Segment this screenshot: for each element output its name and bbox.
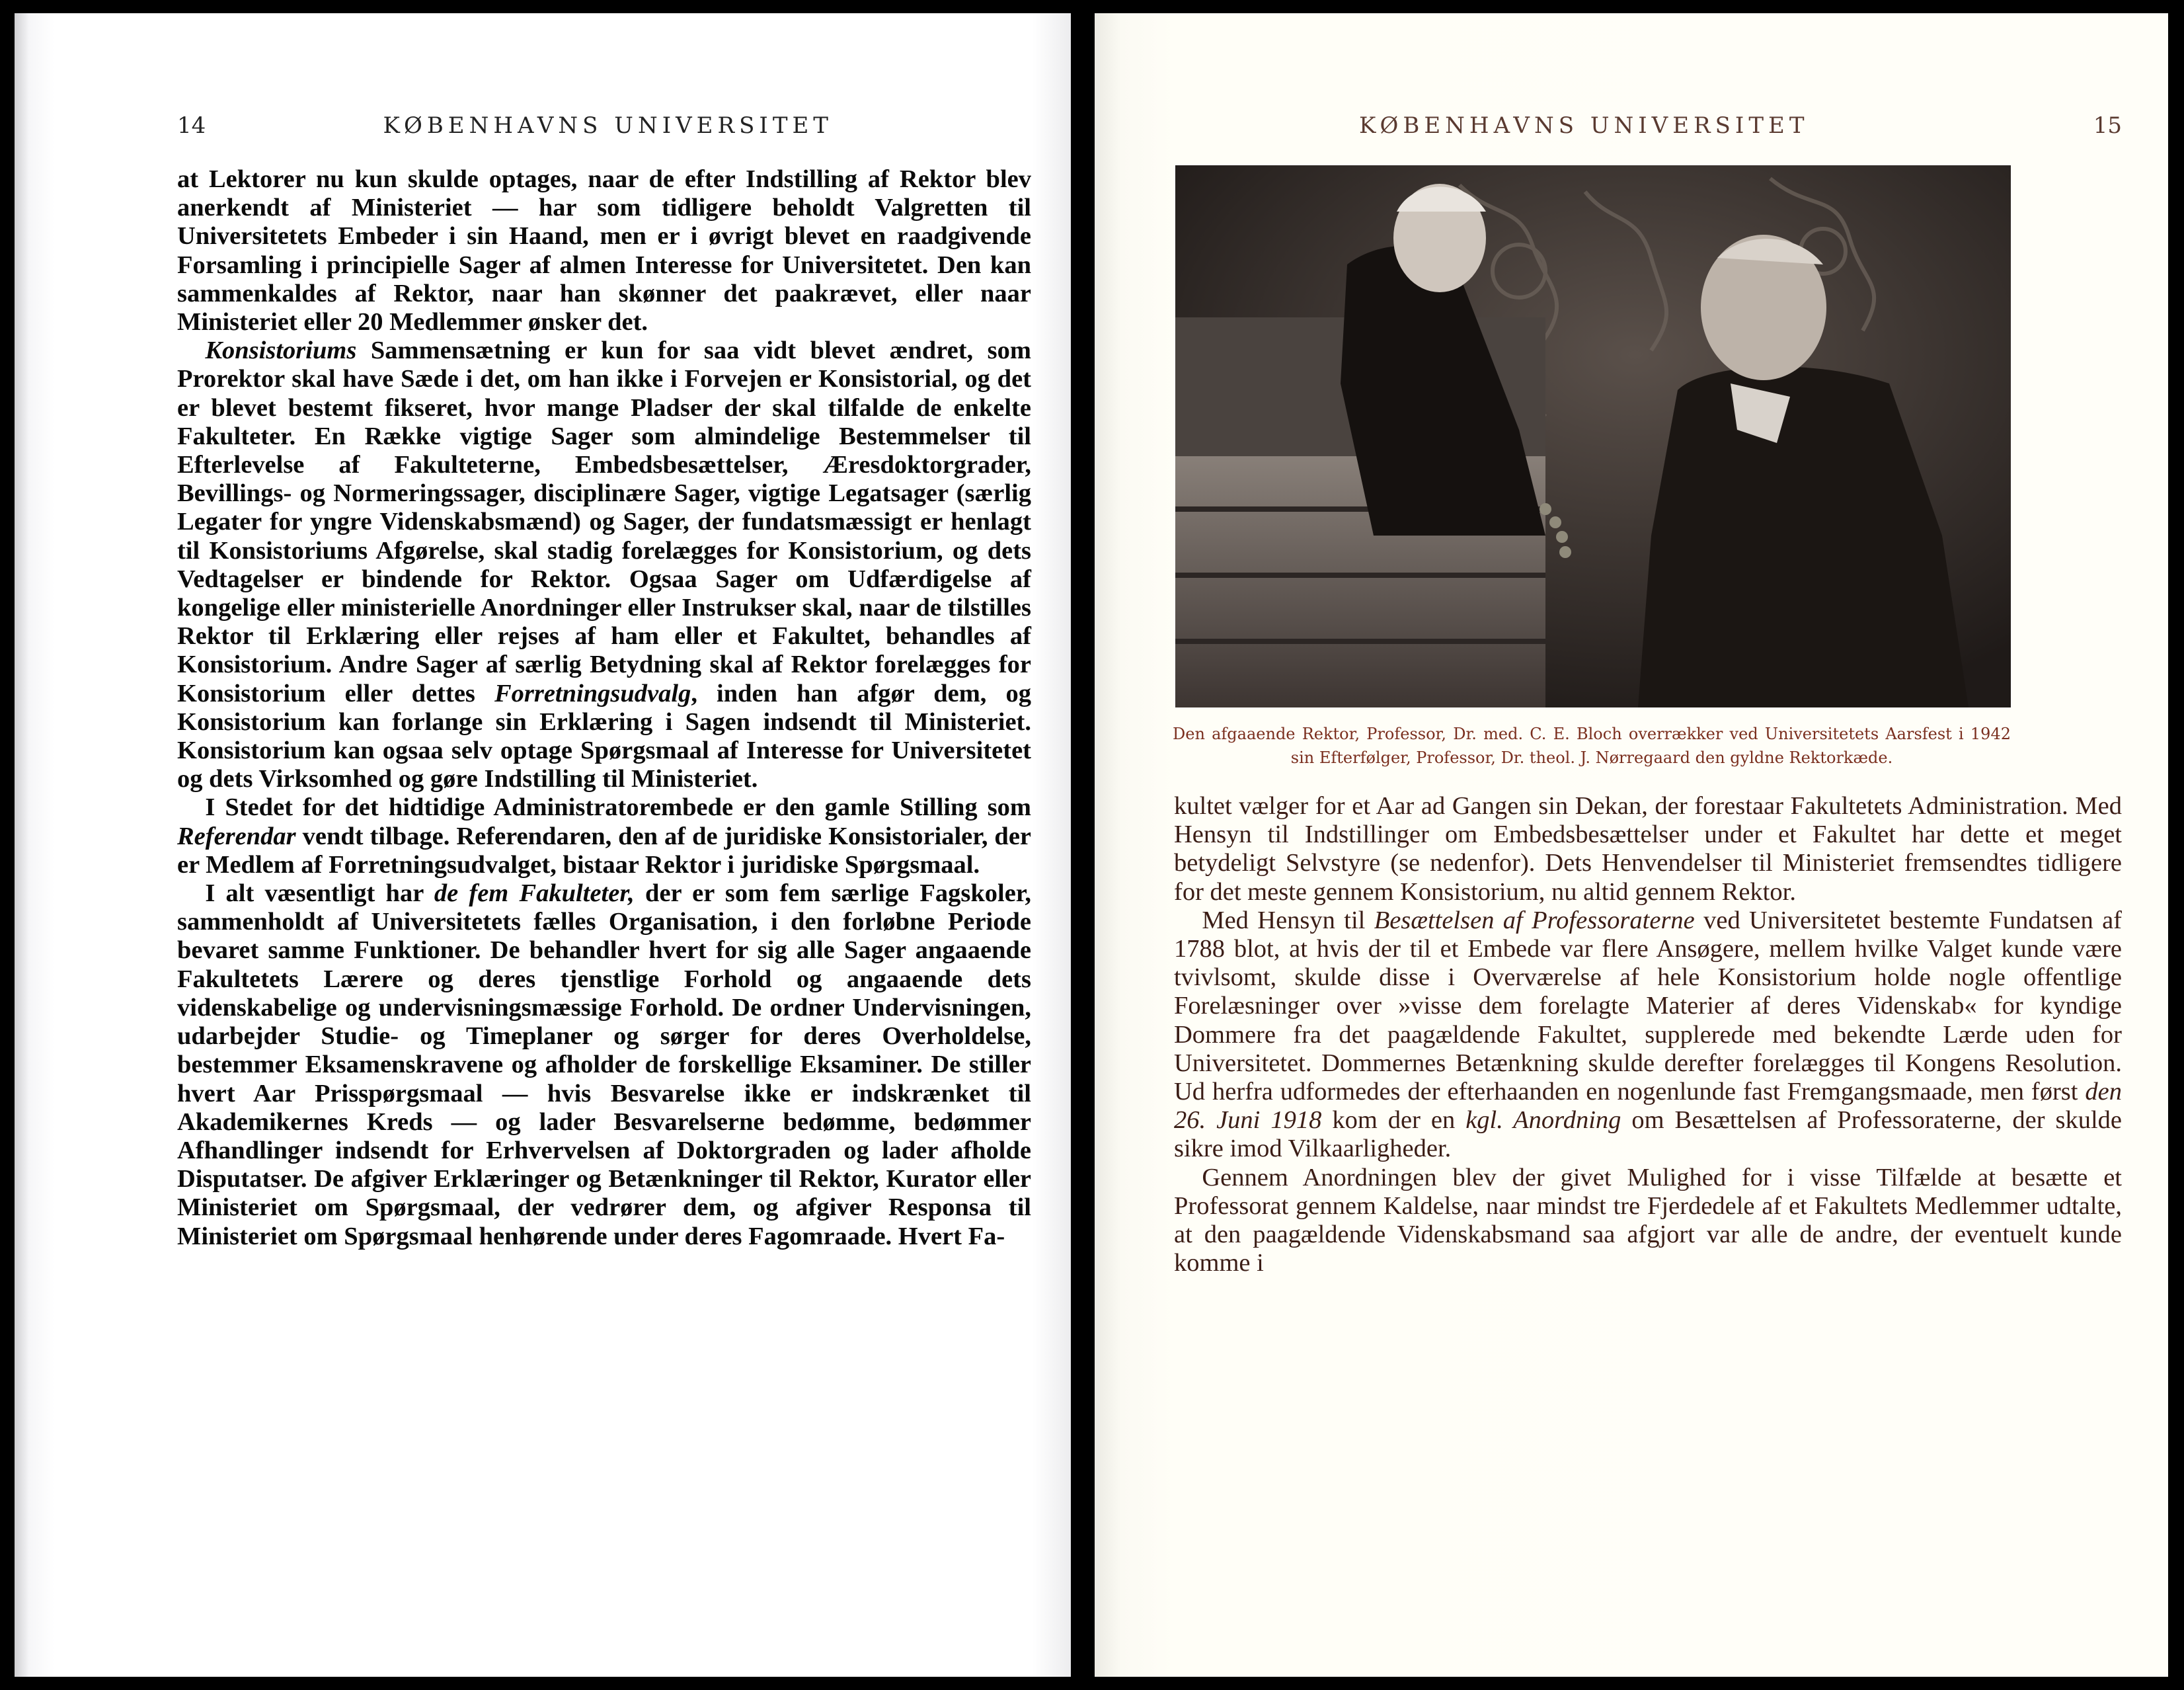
text-run: I Stedet for det hidtidige Administratorembede er den gamle Stilling som (205, 793, 1031, 822)
running-head-title: KØBENHAVNS UNIVERSITET (383, 112, 833, 139)
running-head (177, 112, 1031, 148)
left-body-text (177, 165, 1031, 1251)
paragraph (177, 337, 1031, 793)
text-run: kultet vælger for et Aar ad Gangen sin Dekan, der forestaar Fakultetets Administration. Med Hensyn til Indstillinger om Embedsbesættelser under et Fakultet har dette et meget betydeligt Selvstyre (se nedenfor). Dets Henvendelser til Ministeriet fremsendtes tidligere for det meste gennem Konsistorium, nu altid gennem Rektor. (1174, 792, 2122, 906)
running-head-title: KØBENHAVNS UNIVERSITET (1359, 112, 1809, 139)
italic-run: Referendar (177, 822, 296, 850)
italic-run: kgl. Anordning (1465, 1106, 1621, 1135)
text-run: Sammensætning er kun for saa vidt blevet ændret, som Prorektor skal have Sæde i det, om han ikke i Forvejen er Konsistorial, og det er blevet bestemt fikseret, hvor mange Pladser der skal tilfalde de enkelte Fakulteter. En Række vigtige Sager som almindelige Bestemmelser til Efterlevelse af Fakulteterne, Embedsbesættelser, Æresdoktorgrader, Bevillings- og Normeringssager, disciplinære Sager, vigtige Legatsager (særlig Legater for yngre Videnskabsmænd) og Sager, der fundatsmæssigt er henlagt til Konsistoriums Afgørelse, skal stadig forelægges for Konsistorium, og dets Vedtagelser er bindende for Rektor. Ogsaa Sager om Udfærdigelse af kongelige eller ministerielle Anordninger eller Instrukser skal, naar de tilstilles Rektor til Erklæring eller rejses af ham eller et Fakultet, behandles af Konsistorium. Andre Sager af særlig Betydning skal af Rektor forelægges for Konsistorium eller dettes (177, 337, 1031, 707)
photograph (1175, 165, 2011, 707)
paragraph (1174, 906, 2122, 1164)
paragraph (177, 879, 1031, 1251)
photo-caption: Den afgaaende Rektor, Professor, Dr. med. C. E. Bloch overrækker ved Universitetets Aarsfest i 1942 sin Efterfølger, Professor, Dr. theol. J. Nørregaard den gyldne Rektorkæde. (1173, 725, 2011, 767)
italic-run: Forretningsudvalg (494, 679, 691, 707)
left-page (15, 13, 1071, 1677)
right-page (1095, 13, 2168, 1677)
page-number: 15 (2093, 112, 2122, 139)
text-run: vendt tilbage. Referendaren, den af de juridiske Konsistorialer, der er Medlem af Forretningsudvalget, bistaar Rektor i juridiske Spørgsmaal. (177, 822, 1031, 879)
italic-run: de fem Fakulteter, (434, 879, 635, 908)
text-run: der er som fem særlige Fagskoler, sammenholdt af Universitetets fælles Organisation, i den forløbne Periode bevaret samme Funktioner. De behandler hvert for sig alle Sager angaaende Fakultetets Lærere og deres tjenstlige Forhold og angaaende dets videnskabelige og undervisningsmæssige Forhold. De ordner Undervisningen, udarbejder Studie- og Timeplaner og sørger for deres Overholdelse, bestemmer Eksamenskravene og afholder de forskellige Eksaminer. De stiller hvert Aar Prisspørgsmaal — hvis Besvarelse ikke er indskrænket til Akademikernes Kreds — og lader Besvarelserne bedømme, bedømmer Afhandlinger indsendt for Erhvervelsen af Doktorgraden og lader afholde Disputatser. De afgiver Erklæringer og Betænkninger til Rektor, Kurator eller Ministeriet om Spørgsmaal, der vedrører dem, og afgiver Responsa til Ministeriet om Spørgsmaal henhørende under deres Fagomraade. Hvert Fa- (177, 879, 1031, 1250)
right-body-text (1174, 792, 2122, 1277)
paragraph (1174, 792, 2122, 906)
text-run: Med Hensyn til (1202, 906, 1374, 934)
text-run: kom der en (1321, 1106, 1466, 1135)
text-run: ved Universitetet bestemte Fundatsen af 1788 blot, at hvis der til et Embede var flere Ansøgere, mellem hvilke Valget kunde være tvivlsomt, skulde disse i Overværelse af hele Konsistorium holde nogle offentlige Forelæsninger over »visse dem forelagte Materier af deres Videnskab« for kyndige Dommere fra det paagældende Fakultet, supplerede med bekendte Lærde uden for Universitetet. Dommernes Betænkning skulde derefter forelægges til Kongens Resolution. Ud herfra udformedes der efterhaanden en nogenlunde fast Fremgangsmaade, men først (1174, 906, 2122, 1106)
running-head (1174, 112, 2122, 148)
text-run: at Lektorer nu kun skulde optages, naar de efter Indstilling af Rektor blev anerkendt af Ministeriet — har som tidligere beholdt Valgretten til Universitetets Embeder i sin Haand, men er i øvrigt blevet en raadgivende Forsamling i principielle Sager af almen Interesse for Universitetet. Den kan sammenkaldes af Rektor, naar han skønner det paakrævet, eller naar Ministeriet eller 20 Medlemmer ønsker det. (177, 165, 1031, 337)
text-run: I alt væsentligt har (205, 879, 434, 908)
italic-run: Konsistoriums (205, 337, 357, 365)
paragraph (177, 165, 1031, 337)
page-number: 14 (177, 112, 206, 139)
italic-run: Besættelsen af Professoraterne (1374, 906, 1695, 934)
paragraph (1174, 1164, 2122, 1278)
text-run: Gennem Anordningen blev der givet Mulighed for i visse Tilfælde at besætte et Professorat gennem Kaldelse, naar mindst tre Fjerdedele af et Fakultets Medlemmer udtalte, at den paagældende Videnskabsmand saa afgjort var alle de andre, der eventuelt kunde komme i (1174, 1163, 2122, 1277)
text-run: , inden han afgør dem, og Konsistorium kan forlange sin Erklæring i Sagen indsendt til Ministeriet. Konsistorium kan ogsaa selv optage Spørgsmaal af Interesse for Universitetet og dets Virksomhed og gøre Indstilling til Ministeriet. (177, 679, 1031, 793)
paragraph (177, 793, 1031, 879)
text-run: om Besættelsen af Professoraterne, der skulde sikre imod Vilkaarligheder. (1174, 1106, 2122, 1163)
italic-run: den 26. Juni 1918 (1174, 1078, 2122, 1135)
